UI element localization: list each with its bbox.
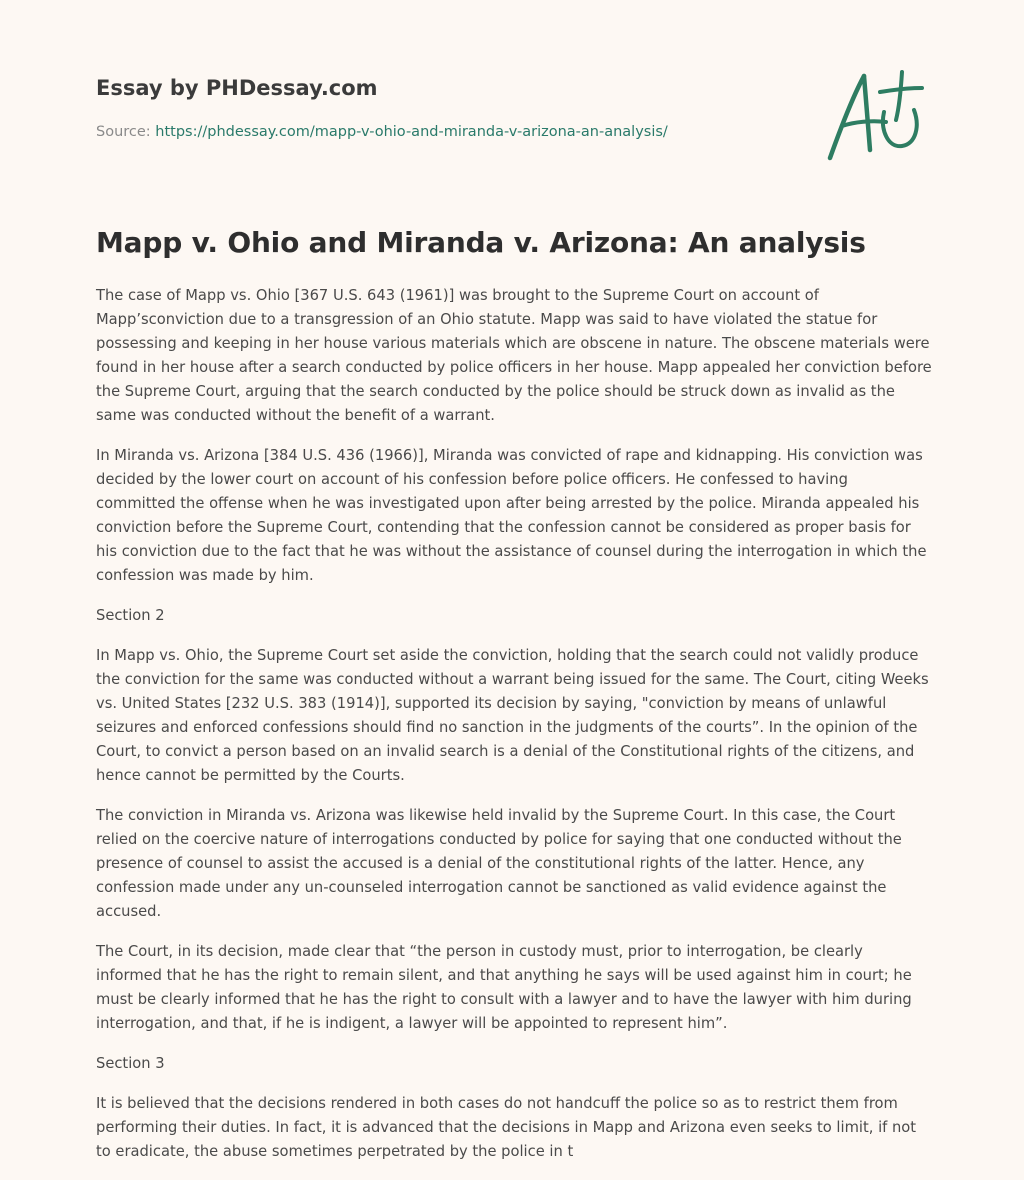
source-link[interactable]: https://phdessay.com/mapp-v-ohio-and-miranda-v-arizona-an-analysis/ [155,124,668,140]
paragraph: In Mapp vs. Ohio, the Supreme Court set aside the conviction, holding that the search could not validly produce the conviction for the same was conducted without a warrant being issued for the same. The Court, citing Weeks vs. United States [232 U.S. 383 (1914)], supported its decision by saying, "conviction by means of unlawful seizures and enforced confessions should find no sanction in the judgments of the courts”. In the opinion of the Court, to convict a person based on an invalid search is a denial of the Constitutional rights of the citizens, and hence cannot be permitted by the Courts. [96,647,929,784]
a-plus-logo-icon [822,68,928,164]
source-line [96,124,668,140]
paragraph: In Miranda vs. Arizona [384 U.S. 436 (1966)], Miranda was convicted of rape and kidnapping. His conviction was decided by the lower court on account of his confession before police officers. He confessed to having committed the offense when he was investigated upon after being arrested by the police. Miranda appealed his conviction before the Supreme Court, contending that the confession cannot be considered as proper basis for his conviction due to the fact that he was without the assistance of counsel during the interrogation in which the confession was made by him. [96,447,927,584]
site-title: Essay by PHDessay.com [96,76,378,100]
paragraph: The Court, in its decision, made clear that “the person in custody must, prior to interrogation, be clearly informed that he has the right to remain silent, and that anything he says will be used against him in court; he must be clearly informed that he has the right to consult with a lawyer and to have the lawyer with him during interrogation, and that, if he is indigent, a lawyer will be appointed to represent him”. [96,943,912,1032]
paragraph: It is believed that the decisions rendered in both cases do not handcuff the police so as to restrict them from performing their duties. In fact, it is advanced that the decisions in Mapp and Arizona even seeks to limit, if not to eradicate, the abuse sometimes perpetrated by the police in t [96,1095,917,1160]
document-title: Mapp v. Ohio and Miranda v. Arizona: An analysis [96,226,866,259]
paragraph: The case of Mapp vs. Ohio [367 U.S. 643 (1961)] was brought to the Supreme Court on account of Mapp’sconviction due to a transgression of an Ohio statute. Mapp was said to have violated the statue for possessing and keeping in her house various materials which are obscene in nature. The obscene materials were found in her house after a search conducted by police officers in her house. Mapp appealed her conviction before the Supreme Court, arguing that the search conducted by the police should be struck down as invalid as the same was conducted without the benefit of a warrant. [96,287,932,424]
paragraph: The conviction in Miranda vs. Arizona was likewise held invalid by the Supreme Court. In this case, the Court relied on the coercive nature of interrogations conducted by police for saying that one conducted without the presence of counsel to assist the accused is a denial of the constitutional rights of the latter. Hence, any confession made under any un-counseled interrogation cannot be sanctioned as valid evidence against the accused. [96,807,902,920]
section-heading: Section 3 [96,1055,165,1072]
section-heading: Section 2 [96,607,165,624]
source-label: Source: [96,124,151,140]
document-body [96,284,932,1180]
